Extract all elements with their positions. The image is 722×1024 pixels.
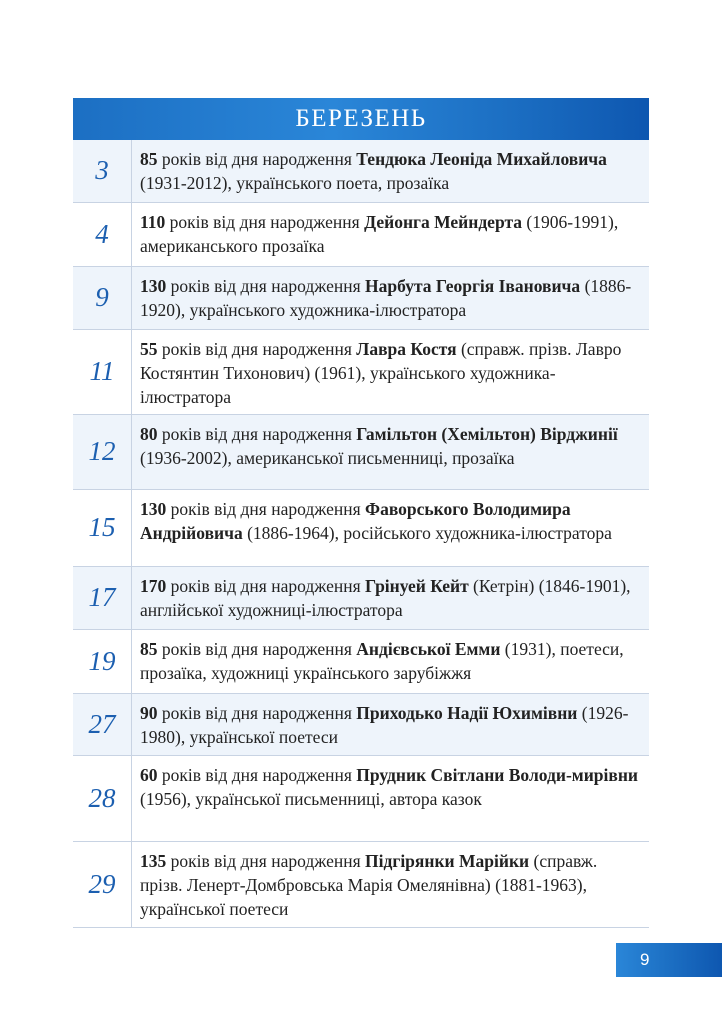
- day-number: 3: [73, 140, 132, 202]
- entry-years: 130: [140, 275, 167, 296]
- entry-phrase: років від дня народження: [166, 575, 366, 596]
- entry-details: (Кетрін) (1846-1901), англійської художниці-ілюстратора: [140, 575, 631, 620]
- entry-phrase: років від дня народження: [165, 211, 365, 232]
- entry-details: (1906-1991), американського прозаїка: [140, 211, 619, 256]
- entry-phrase: років від дня народження: [157, 149, 357, 169]
- entry-details: (1931), поетеси, прозаїка, художниці українського зарубіжжя: [140, 638, 624, 683]
- entry-details: (справж. прізв. Лавро Костянтин Тихонович) (1961), українського художника-ілюстратора: [140, 338, 622, 407]
- day-number: 17: [73, 566, 132, 629]
- entry-text: [132, 266, 650, 329]
- entry-details: (1886-1964), російського художника-ілюстратора: [242, 522, 612, 543]
- table-row: [73, 266, 649, 329]
- entry-years: 85: [140, 638, 158, 659]
- entry-name: Нарбута Георгія Івановича: [365, 275, 581, 296]
- entry-years: 55: [140, 338, 158, 359]
- entry-text: [132, 693, 650, 755]
- page-number-badge: [616, 943, 722, 977]
- entry-details: (1931-2012), українського поета, прозаїка: [140, 173, 450, 193]
- entry-phrase: років від дня народження: [157, 638, 357, 659]
- table-row: [73, 414, 649, 489]
- entry-text: [132, 140, 650, 202]
- month-title: БЕРЕЗЕНЬ: [295, 105, 427, 132]
- table-row: [73, 841, 649, 927]
- entry-name: Грінуей Кейт: [365, 575, 469, 596]
- table-row: [73, 755, 649, 841]
- entry-text: [132, 329, 650, 414]
- entry-name: Тендюка Леоніда Михайловича: [356, 149, 607, 169]
- entry-name: Гамільтон (Хемільтон) Вірджинії: [356, 423, 618, 444]
- entry-name: Дейонга Мейндерта: [364, 211, 523, 232]
- entry-text: [132, 841, 650, 927]
- entry-name: Андієвської Емми: [356, 638, 501, 659]
- entry-details: (1956), української письменниці, автора казок: [140, 788, 482, 809]
- entry-years: 85: [140, 149, 158, 169]
- entry-phrase: років від дня народження: [157, 702, 357, 723]
- day-number: 9: [73, 266, 132, 329]
- entry-text: [132, 755, 650, 841]
- entry-text: [132, 489, 650, 566]
- entry-years: 130: [140, 498, 167, 519]
- entry-name: Фаворського Володимира Андрійовича: [140, 498, 571, 543]
- page-number: 9: [640, 950, 650, 969]
- table-row: [73, 693, 649, 755]
- entry-years: 110: [140, 211, 166, 232]
- table-row: [73, 629, 649, 693]
- entry-name: Приходько Надії Юхимівни: [356, 702, 578, 723]
- day-number: 15: [73, 489, 132, 566]
- entry-text: [132, 629, 650, 693]
- entry-details: (справж. прізв. Ленерт-Домбровська Марія Омелянівна) (1881-1963), української поетеси: [140, 850, 598, 919]
- entry-phrase: років від дня народження: [166, 275, 366, 296]
- entry-phrase: років від дня народження: [157, 764, 357, 785]
- table-row: [73, 566, 649, 629]
- entry-name: Прудник Світлани Володи-мирівни: [356, 764, 638, 785]
- entry-phrase: років від дня народження: [157, 338, 357, 359]
- entry-phrase: років від дня народження: [166, 850, 366, 871]
- day-number: 19: [73, 629, 132, 693]
- entry-years: 170: [140, 575, 167, 596]
- entry-name: Підгірянки Марійки: [365, 850, 530, 871]
- entry-phrase: років від дня народження: [157, 423, 357, 444]
- table-row: [73, 140, 649, 202]
- entry-years: 135: [140, 850, 167, 871]
- entry-details: (1926-1980), української поетеси: [140, 702, 629, 747]
- day-number: 12: [73, 414, 132, 489]
- entry-text: [132, 202, 650, 266]
- table-row: [73, 202, 649, 266]
- entry-details: (1886-1920), українського художника-ілюстратора: [140, 275, 632, 320]
- entry-details: (1936-2002), американської письменниці, прозаїка: [140, 447, 515, 468]
- table-row: [73, 489, 649, 566]
- day-number: 29: [73, 841, 132, 927]
- anniversary-table: [73, 140, 649, 928]
- day-number: 27: [73, 693, 132, 755]
- entry-text: [132, 566, 650, 629]
- table-row: [73, 329, 649, 414]
- day-number: 11: [73, 329, 132, 414]
- day-number: 4: [73, 202, 132, 266]
- entry-years: 80: [140, 423, 158, 444]
- entry-years: 90: [140, 702, 158, 723]
- entry-text: [132, 414, 650, 489]
- day-number: 28: [73, 755, 132, 841]
- entry-name: Лавра Костя: [356, 338, 457, 359]
- entry-years: 60: [140, 764, 158, 785]
- entry-phrase: років від дня народження: [166, 498, 366, 519]
- month-header: [73, 98, 649, 140]
